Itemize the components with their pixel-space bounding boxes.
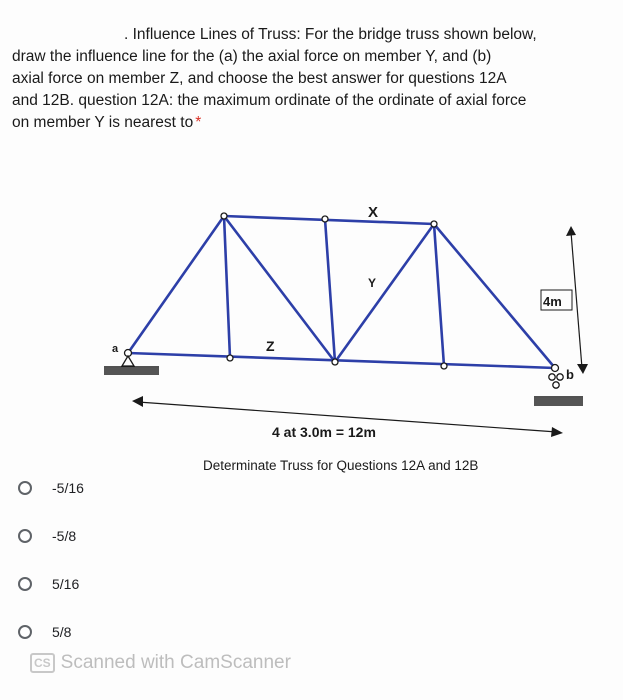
question-line-2: draw the influence line for the (a) the axial force on member Y, and (b) xyxy=(12,48,492,65)
option-2[interactable] xyxy=(18,528,76,544)
camscanner-logo-icon: CS xyxy=(30,653,55,673)
support-b-roller xyxy=(534,365,583,407)
option-label: 5/16 xyxy=(52,576,80,592)
truss-members xyxy=(128,216,555,368)
question-line-3: axial force on member Z, and choose the best answer for questions 12A xyxy=(12,70,507,87)
vertical-right xyxy=(434,224,444,366)
label-height: 4m xyxy=(543,294,562,309)
question-line-1: . Influence Lines of Truss: For the bridge truss shown below, xyxy=(124,26,537,43)
label-support-b: b xyxy=(566,367,574,382)
watermark-text: Scanned with CamScanner xyxy=(60,652,291,673)
option-label: -5/8 xyxy=(52,528,77,544)
member-y xyxy=(335,224,434,362)
bottom-chord xyxy=(128,353,555,368)
required-asterisk: * xyxy=(195,114,202,131)
height-dimension-arrow xyxy=(566,226,588,374)
question-line-5: on member Y is nearest to xyxy=(12,114,194,131)
option-4[interactable] xyxy=(18,624,71,640)
question-text xyxy=(12,24,612,134)
label-support-a: a xyxy=(112,343,119,355)
radio-circle-icon[interactable] xyxy=(18,529,32,543)
scanner-watermark xyxy=(30,652,291,674)
label-x: X xyxy=(368,204,379,221)
option-1[interactable] xyxy=(18,480,84,496)
option-label: 5/8 xyxy=(52,624,72,640)
question-line-4: and 12B. question 12A: the maximum ordinate of the ordinate of axial force xyxy=(12,92,527,109)
label-span: 4 at 3.0m = 12m xyxy=(272,424,376,440)
label-z: Z xyxy=(266,338,275,354)
radio-circle-icon[interactable] xyxy=(18,577,32,591)
radio-circle-icon[interactable] xyxy=(18,625,32,639)
top-chord xyxy=(224,216,434,224)
option-label: -5/16 xyxy=(52,480,84,496)
option-3[interactable] xyxy=(18,576,79,592)
member-z xyxy=(224,216,230,358)
end-post-right xyxy=(434,224,555,368)
label-y: Y xyxy=(368,276,377,290)
end-post-left xyxy=(128,216,224,353)
diagonal-left xyxy=(224,216,335,362)
vertical-center xyxy=(325,219,335,362)
radio-circle-icon[interactable] xyxy=(18,481,32,495)
truss-figure xyxy=(0,170,623,480)
figure-caption: Determinate Truss for Questions 12A and 12B xyxy=(203,458,479,473)
